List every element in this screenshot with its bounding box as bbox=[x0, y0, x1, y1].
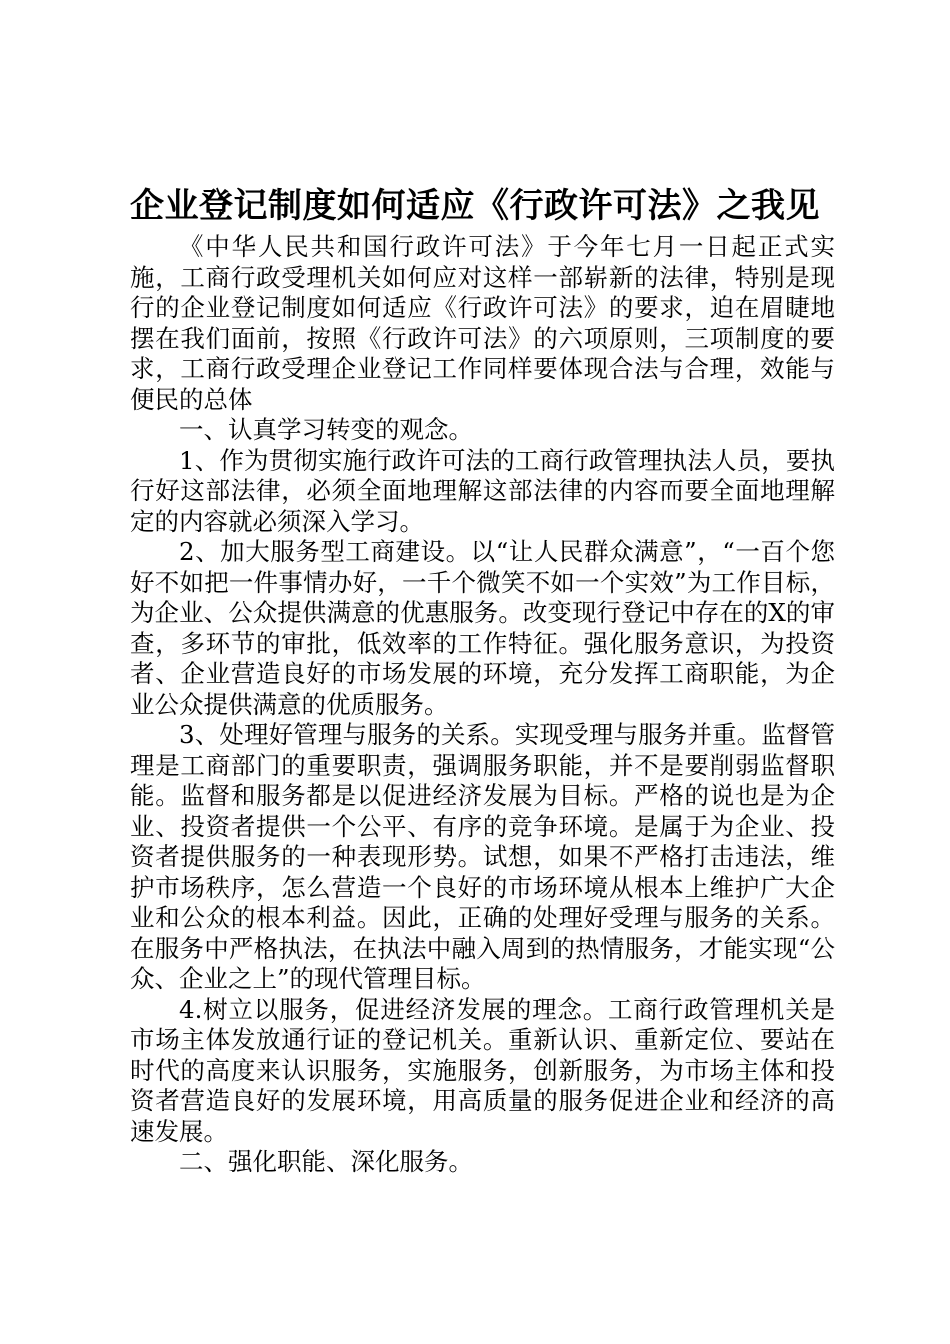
paragraph-item-4: 4.树立以服务，促进经济发展的理念。工商行政管理机关是市场主体发放通行证的登记机关。重新认识、重新定位、要站在时代的高度来认识服务，实施服务，创新服务，为市场主体和投资者营造良好的发展环境，用高质量的服务促进企业和经济的高速发展。 bbox=[130, 994, 835, 1146]
document-page bbox=[130, 0, 835, 1178]
document-title: 企业登记制度如何适应《行政许可法》之我见 bbox=[130, 186, 820, 226]
section-heading-2: 二、强化职能、深化服务。 bbox=[179, 1147, 473, 1176]
paragraph-item-1: 1、作为贯彻实施行政许可法的工商行政管理执法人员，要执行好这部法律，必须全面地理解这部法律的内容而要全面地理解定的内容就必须深入学习。 bbox=[130, 445, 835, 536]
intro-paragraph: 《中华人民共和国行政许可法》于今年七月一日起正式实施，工商行政受理机关如何应对这样一部崭新的法律，特别是现行的企业登记制度如何适应《行政许可法》的要求，迫在眉睫地摆在我们面前，按照《行政许可法》的六项原则，三项制度的要求，工商行政受理企业登记工作同样要体现合法与合理，效能与便民的总体 bbox=[130, 232, 835, 414]
paragraph-item-3: 3、处理好管理与服务的关系。实现受理与服务并重。监督管理是工商部门的重要职责，强调服务职能，并不是要削弱监督职能。监督和服务都是以促进经济发展为目标。严格的说也是为企业、投资者提供一个公平、有序的竞争环境。是属于为企业、投资者提供服务的一种表现形势。试想，如果不严格打击违法，维护市场秩序，怎么营造一个良好的市场环境从根本上维护广大企业和公众的根本利益。因此，正确的处理好受理与服务的关系。在服务中严格执法，在执法中融入周到的热情服务，才能实现“公众、企业之上”的现代管理目标。 bbox=[130, 720, 835, 993]
section-heading-1: 一、认真学习转变的观念。 bbox=[179, 415, 473, 444]
paragraph-item-2: 2、加大服务型工商建设。以“让人民群众满意”，“一百个您好不如把一件事情办好，一千个微笑不如一个实效”为工作目标，为企业、公众提供满意的优惠服务。改变现行登记中存在的X的审查，多环节的审批，低效率的工作特征。强化服务意识，为投资者、企业营造良好的市场发展的环境，充分发挥工商职能，为企业公众提供满意的优质服务。 bbox=[130, 537, 835, 719]
